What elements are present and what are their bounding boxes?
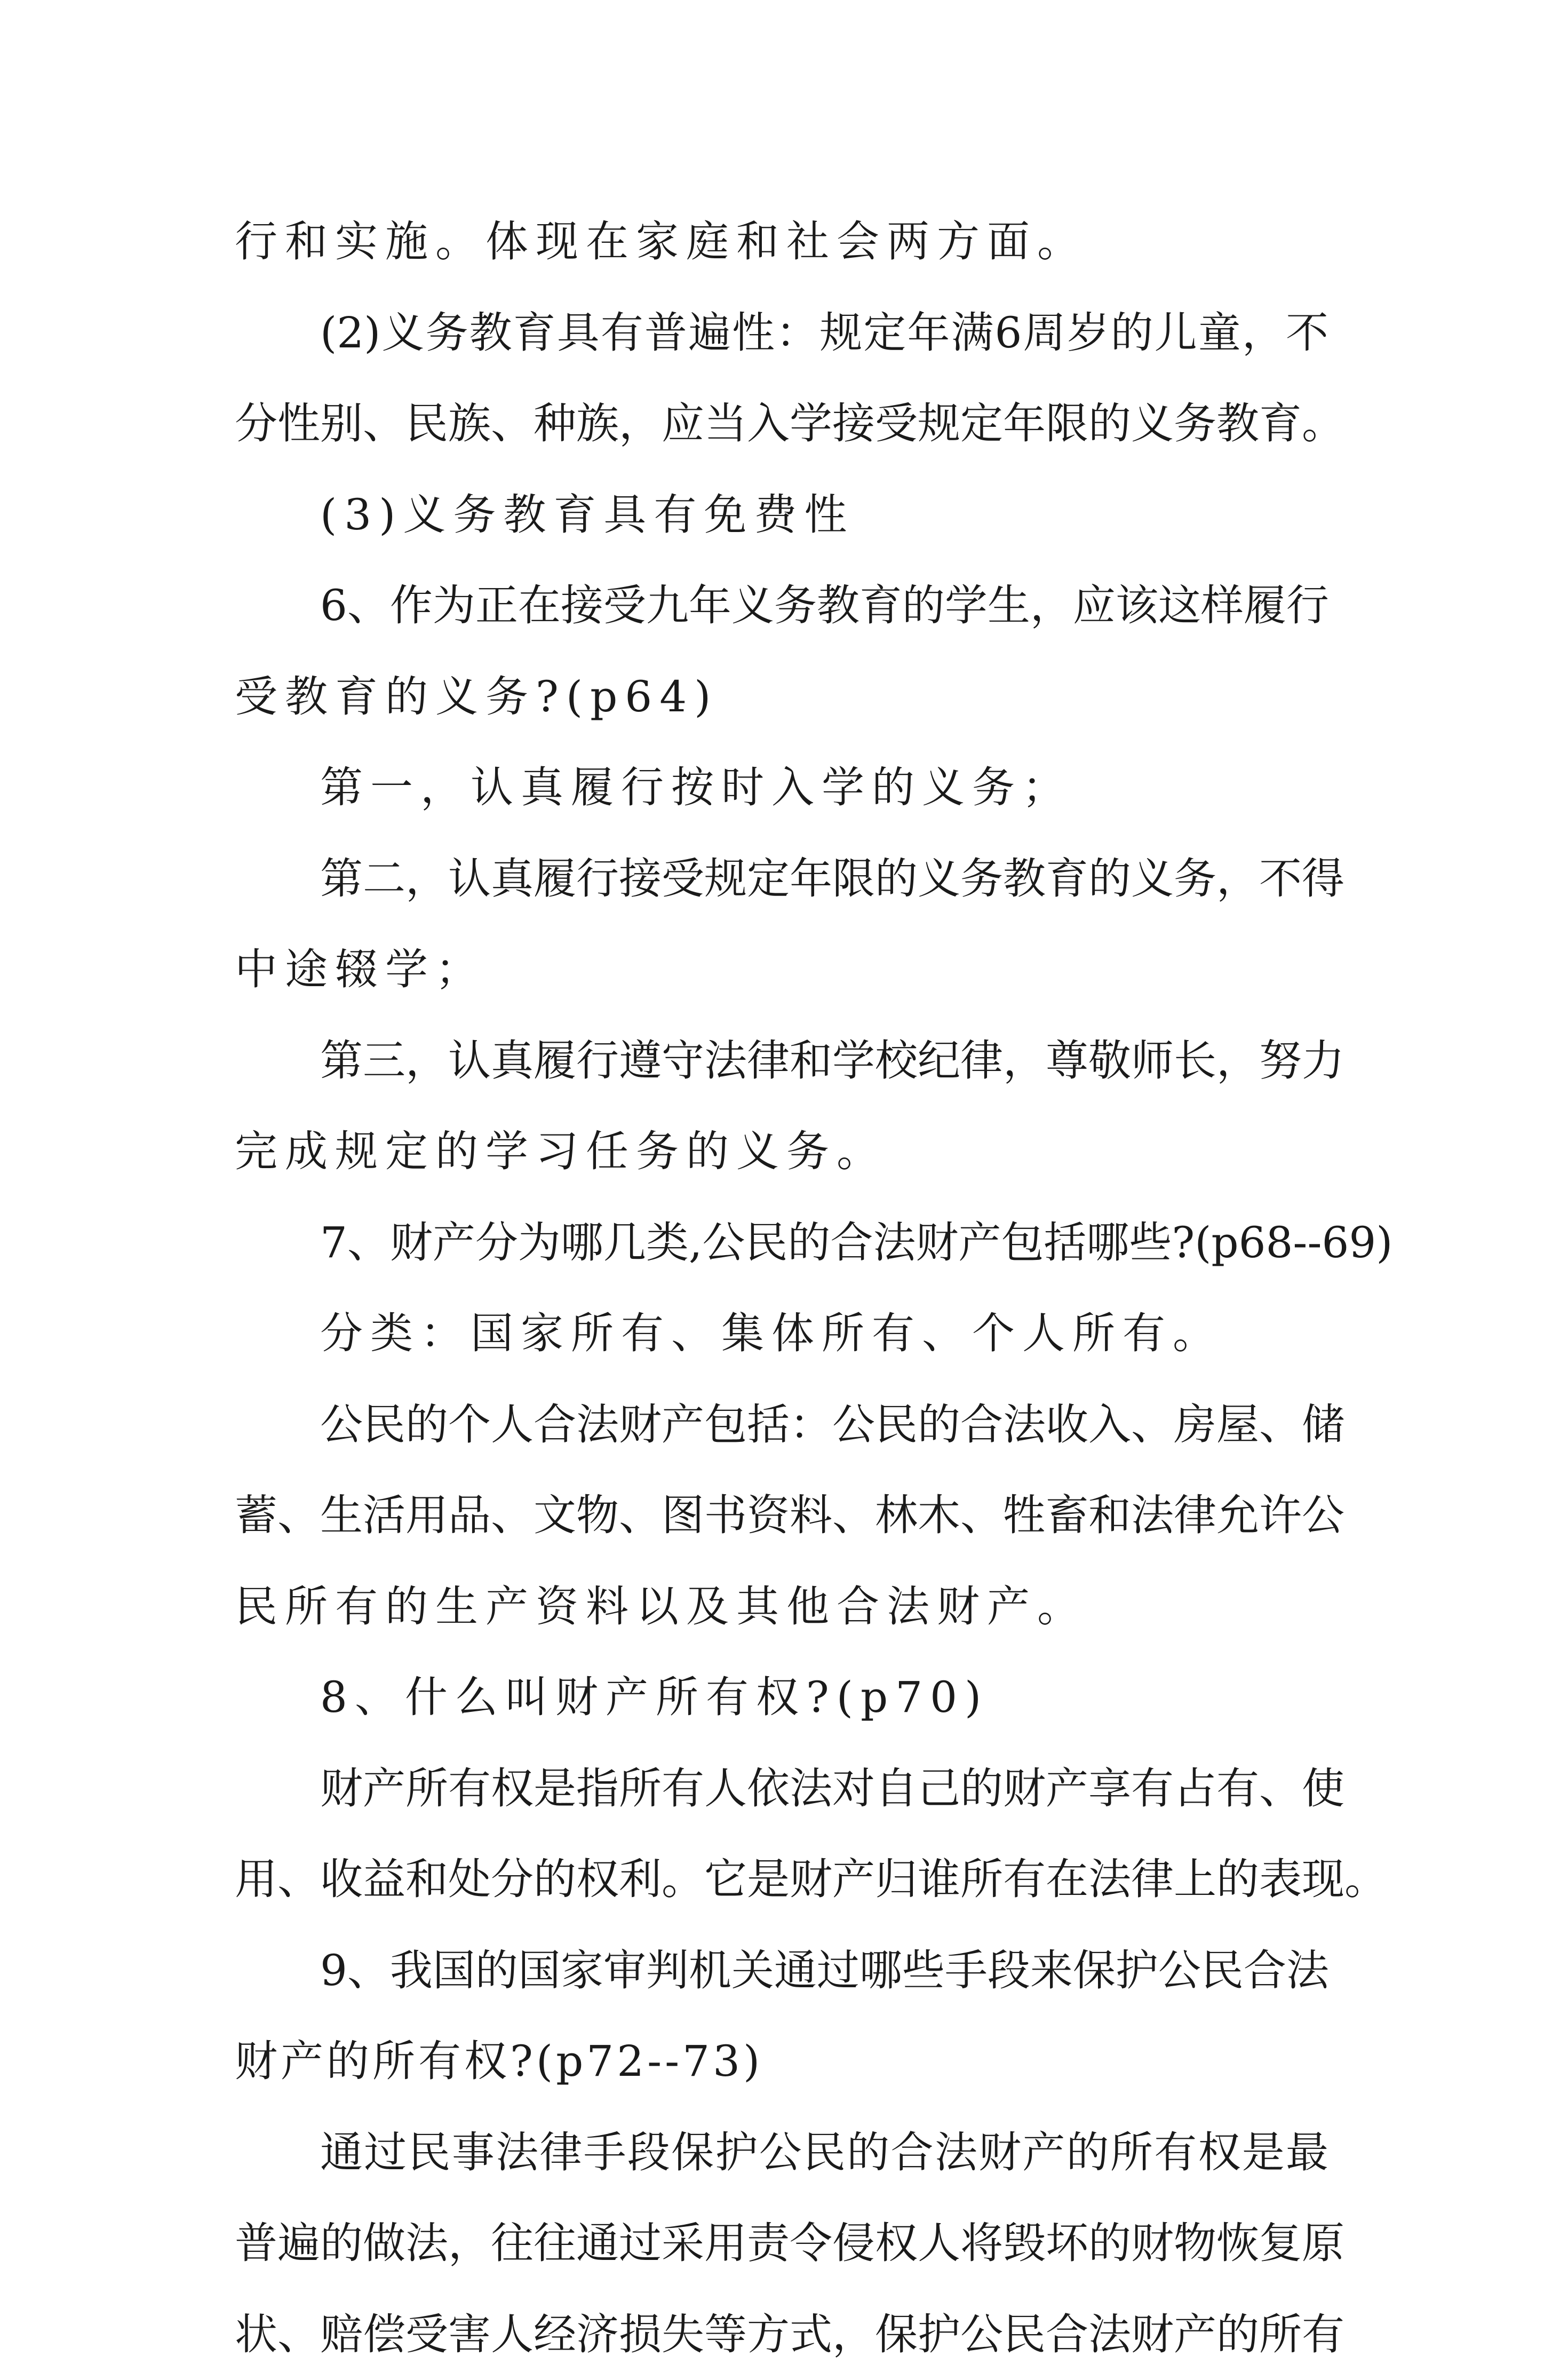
text-line: 分类：国家所有、集体所有、个人所有。: [235, 1288, 1328, 1379]
text-line: 财产的所有权?(p72--73): [235, 2016, 1328, 2107]
text-line: 分性别、民族、种族，应当入学接受规定年限的义务教育。: [235, 378, 1328, 470]
text-line: 行和实施。体现在家庭和社会两方面。: [235, 196, 1328, 288]
text-line: 财产所有权是指所有人依法对自己的财产享有占有、使: [235, 1743, 1328, 1835]
text-line: 受教育的义务?(p64): [235, 652, 1328, 743]
text-line: 中途辍学；: [235, 924, 1328, 1016]
text-line: 第二，认真履行接受规定年限的义务教育的义务，不得: [235, 834, 1328, 925]
text-line: 7、财产分为哪几类,公民的合法财产包括哪些?(p68--69): [235, 1197, 1328, 1289]
text-line: 蓄、生活用品、文物、图书资料、林木、牲畜和法律允许公: [235, 1470, 1328, 1561]
text-line: 普遍的做法，往往通过采用责令侵权人将毁坏的财物恢复原: [235, 2198, 1328, 2289]
text-line: 第一，认真履行按时入学的义务；: [235, 742, 1328, 834]
text-line: (3)义务教育具有免费性: [235, 470, 1328, 561]
text-line: (2)义务教育具有普遍性：规定年满6周岁的儿童，不: [235, 288, 1328, 379]
text-line: 公民的个人合法财产包括：公民的合法收入、房屋、储: [235, 1379, 1328, 1471]
document-body: [235, 196, 1328, 2380]
text-line: 完成规定的学习任务的义务。: [235, 1106, 1328, 1197]
text-line: 民所有的生产资料以及其他合法财产。: [235, 1561, 1328, 1653]
text-line: 状、赔偿受害人经济损失等方式，保护公民合法财产的所有: [235, 2289, 1328, 2380]
text-line: 9、我国的国家审判机关通过哪些手段来保护公民合法: [235, 1925, 1328, 2017]
text-line: 通过民事法律手段保护公民的合法财产的所有权是最: [235, 2107, 1328, 2199]
text-line: 8、什么叫财产所有权?(p70): [235, 1652, 1328, 1743]
text-line: 6、作为正在接受九年义务教育的学生，应该这样履行: [235, 560, 1328, 652]
text-line: 用、收益和处分的权利。它是财产归谁所有在法律上的表现。: [235, 1834, 1328, 1925]
text-line: 第三，认真履行遵守法律和学校纪律，尊敬师长，努力: [235, 1016, 1328, 1107]
